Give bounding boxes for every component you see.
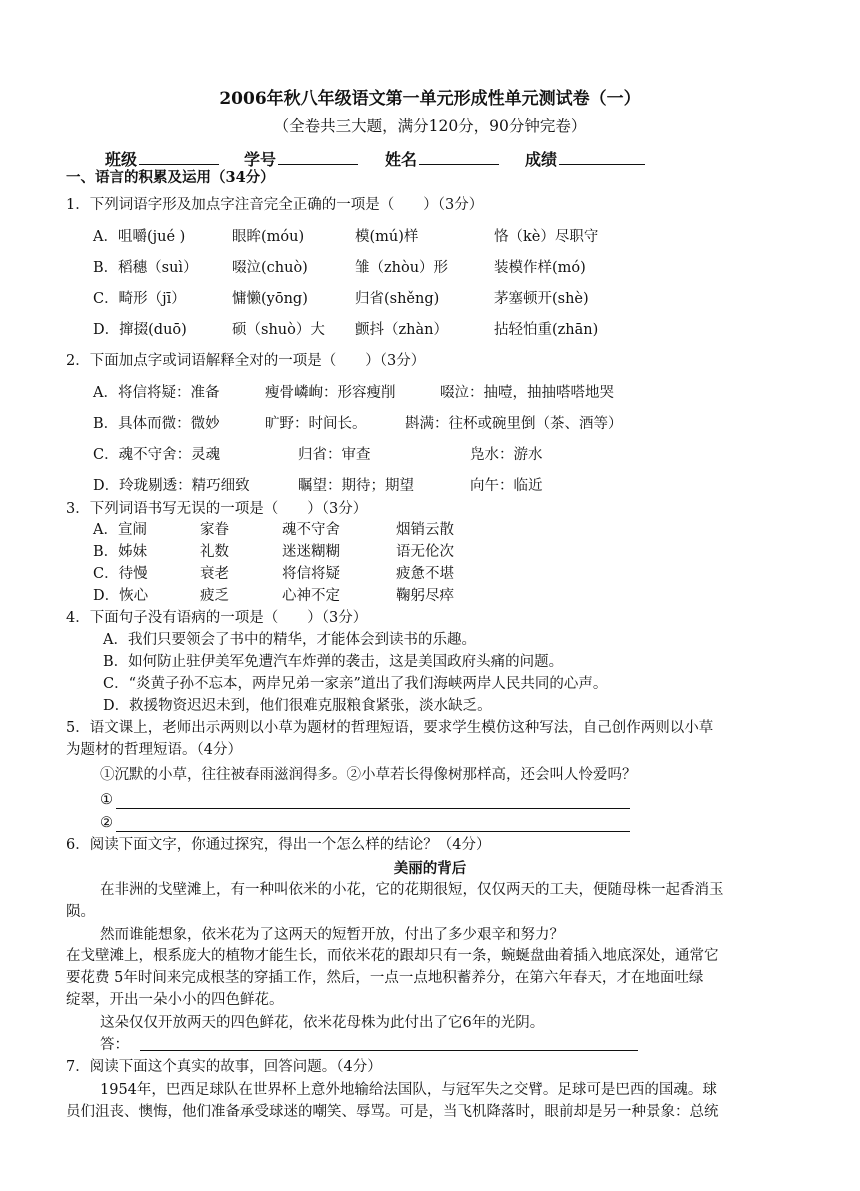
number-label: 学号: [244, 150, 277, 169]
q6-line-4: 在戈壁滩上，根系庞大的植物才能生长，而依米花的跟却只有一条，蜿蜒盘曲着插入地底深处，通常它: [66, 948, 719, 964]
q3-stem: 3．下列词语书写无误的一项是（ ）（3分）: [66, 501, 368, 517]
name-blank[interactable]: [419, 148, 499, 165]
q1-d-1: D．撺掇(duō): [93, 322, 187, 338]
q4-option-c: C．“炎黄子孙不忘本，两岸兄弟一家亲”道出了我们海峡两岸人民共同的心声。: [103, 676, 608, 692]
q5-stem-1: 5．语文课上，老师出示两则以小草为题材的哲理短语，要求学生模仿这种写法，自己创作两则以小草: [66, 720, 714, 736]
q3-b-1: B．姊妹: [93, 544, 148, 560]
q1-a-2: 眼眸(móu): [232, 229, 305, 245]
q6-line-2: 陨。: [66, 904, 95, 920]
q1-d-3: 颤抖（zhàn）: [355, 322, 448, 338]
info-class: [105, 147, 219, 170]
q1-b-2: 啜泣(chuò): [232, 260, 308, 276]
info-name: [385, 147, 499, 170]
name-label: 姓名: [385, 150, 418, 169]
q1-c-4: 茅塞顿开(shè): [494, 291, 589, 307]
q1-b-1: B．稻穗（suì）: [93, 260, 198, 276]
q6-line-3: 然而谁能想象，依米花为了这两天的短暂开放，付出了多少艰辛和努力？: [100, 927, 564, 943]
section-1-heading: 一、语言的积累及运用（34分）: [66, 169, 275, 186]
q3-c-3: 将信将疑: [282, 566, 340, 582]
q4-option-a: A．我们只要领会了书中的精华，才能体会到读书的乐趣。: [103, 632, 476, 648]
q2-a-3: 啜泣：抽噎，抽抽嗒嗒地哭: [440, 385, 614, 401]
q2-c-3: 凫水：游水: [470, 447, 543, 463]
score-blank[interactable]: [559, 148, 645, 165]
info-number: [244, 147, 358, 170]
q5-stem-2: 为题材的哲理短语。（4分）: [66, 742, 242, 758]
q2-a-1: A．将信将疑：准备: [93, 385, 220, 401]
q3-b-4: 语无伦次: [396, 544, 454, 560]
q4-option-d: D．救援物资迟迟未到，他们很难克服粮食紧张，淡水缺乏。: [103, 698, 492, 714]
q3-a-1: A．宣闹: [93, 522, 147, 538]
q1-a-1: A．咀嚼(jué ): [93, 229, 186, 245]
q6-answer-label: 答：: [100, 1037, 129, 1053]
q5-blank-1-label: ①: [100, 792, 113, 808]
q6-stem: 6．阅读下面文字，你通过探究，得出一个怎么样的结论？（4分）: [66, 837, 491, 853]
q2-stem: 2．下面加点字或词语解释全对的一项是（ ）（3分）: [66, 353, 426, 369]
q3-b-3: 迷迷糊糊: [282, 544, 340, 560]
q1-a-3: 模(mú)样: [355, 229, 419, 245]
q7-stem: 7．阅读下面这个真实的故事，回答问题。（4分）: [66, 1059, 382, 1075]
q6-line-5: 要花费 5年时间来完成根茎的穿插工作，然后，一点一点地积蓄养分，在第六年春天，才在地面吐绿: [66, 970, 704, 986]
q1-c-3: 归省(shěng): [355, 291, 440, 307]
q2-d-3: 向午：临近: [470, 478, 543, 494]
class-blank[interactable]: [139, 148, 219, 165]
q3-a-3: 魂不守舍: [282, 522, 340, 538]
q1-c-1: C．畸形（jī）: [93, 291, 186, 307]
q2-a-2: 瘦骨嶙峋：形容瘦削: [265, 385, 396, 401]
q1-d-2: 硕（shuò）大: [232, 322, 325, 338]
q5-answer-line-1[interactable]: [116, 808, 630, 809]
q2-c-2: 归省：审查: [298, 447, 371, 463]
q3-d-1: D．恢心: [93, 588, 149, 604]
info-score: [525, 147, 645, 170]
q1-a-4: 恪（kè）尽职守: [494, 229, 599, 245]
q2-b-1: B．具体而微：微妙: [93, 416, 220, 432]
exam-subtitle: （全卷共三大题，满分120分，90分钟完卷）: [273, 117, 587, 135]
score-label: 成绩: [525, 150, 558, 169]
q1-b-4: 装模作样(mó): [494, 260, 586, 276]
q7-line-2: 员们沮丧、懊悔，他们准备承受球迷的嘲笑、辱骂。可是，当飞机降落时，眼前却是另一种景象：总统: [66, 1104, 719, 1120]
q6-line-7: 这朵仅仅开放两天的四色鲜花，依米花母株为此付出了它6年的光阴。: [100, 1015, 545, 1031]
number-blank[interactable]: [278, 148, 358, 165]
q1-stem: 1．下列词语字形及加点字注音完全正确的一项是（ ）（3分）: [66, 197, 484, 213]
q3-c-4: 疲惫不堪: [396, 566, 454, 582]
q3-d-2: 疲乏: [200, 588, 229, 604]
q3-d-4: 鞠躬尽瘁: [396, 588, 454, 604]
q1-b-3: 雏（zhòu）形: [355, 260, 449, 276]
exam-title: 2006年秋八年级语文第一单元形成性单元测试卷（一）: [219, 89, 641, 109]
q1-c-2: 慵懒(yōng): [232, 291, 308, 307]
q2-d-1: D．玲珑剔透：精巧细致: [93, 478, 250, 494]
q3-a-4: 烟销云散: [396, 522, 454, 538]
q6-line-6: 绽翠，开出一朵小小的四色鲜花。: [66, 992, 284, 1008]
q2-b-3: 斟满：往杯或碗里倒（茶、酒等）: [405, 416, 623, 432]
q2-d-2: 瞩望：期待；期望: [298, 478, 414, 494]
q5-answer-line-2[interactable]: [116, 831, 630, 832]
q5-example: ①沉默的小草，往往被春雨滋润得多。②小草若长得像树那样高，还会叫人怜爱吗？: [100, 767, 637, 783]
q3-b-2: 礼数: [200, 544, 229, 560]
q7-line-1: 1954年，巴西足球队在世界杯上意外地输给法国队，与冠军失之交臂。足球可是巴西的国魂。球: [100, 1082, 717, 1098]
q4-option-b: B．如何防止驻伊美军免遭汽车炸弹的袭击，这是美国政府头痛的问题。: [103, 654, 564, 670]
q3-a-2: 家眷: [200, 522, 229, 538]
q1-d-4: 拈轻怕重(zhān): [494, 322, 599, 338]
q5-blank-2-label: ②: [100, 815, 113, 831]
q6-answer-line[interactable]: [140, 1050, 638, 1051]
q3-c-2: 衰老: [200, 566, 229, 582]
class-label: 班级: [105, 150, 138, 169]
q2-b-2: 旷野：时间长。: [265, 416, 367, 432]
q4-stem: 4．下面句子没有语病的一项是（ ）（3分）: [66, 610, 368, 626]
q6-passage-title: 美丽的背后: [393, 860, 467, 877]
q6-line-1: 在非洲的戈壁滩上，有一种叫依米的小花，它的花期很短，仅仅两天的工夫，便随母株一起香消玉: [100, 882, 724, 898]
q2-c-1: C．魂不守舍：灵魂: [93, 447, 221, 463]
q3-d-3: 心神不定: [282, 588, 340, 604]
q3-c-1: C．待慢: [93, 566, 148, 582]
